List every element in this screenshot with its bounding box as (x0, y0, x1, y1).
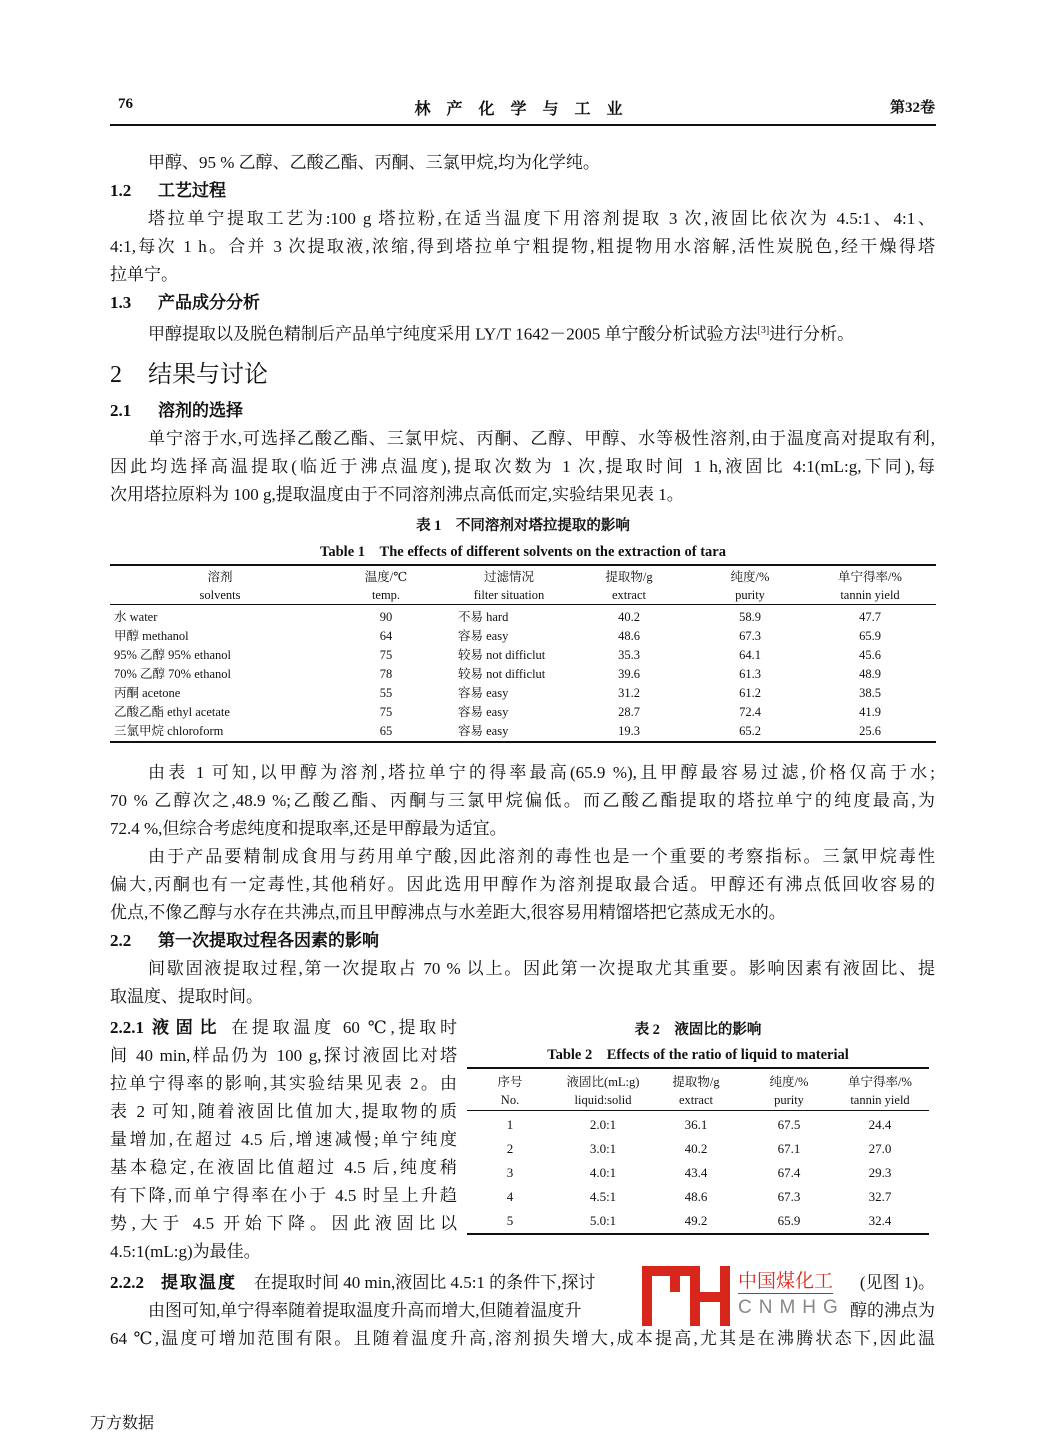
table-cell: 67.4 (777, 1165, 801, 1180)
paragraph-line: 优点,不像乙醇与水存在共沸点,而且甲醇沸点与水差距大,很容易用精馏塔把它蒸成无水的。 (110, 903, 786, 922)
paragraph-line: 由表 1 可知,以甲醇为溶剂,塔拉单宁的得率最高(65.9 %),且甲醇最容易过滤,价格仅高于水; (148, 763, 935, 782)
paragraph-line: 势,大于 4.5 开始下降。因此液固比以 (110, 1214, 457, 1233)
table-header-cell: 单宁得率/% (838, 570, 902, 584)
table-cell: 三氯甲烷 chloroform (114, 724, 224, 738)
table-cell: 不易 hard (458, 610, 509, 624)
table-header-cell: 液固比(mL:g) (566, 1075, 640, 1089)
table-cell: 29.3 (868, 1165, 892, 1180)
table-header-cell: tannin yield (850, 1093, 910, 1107)
table-header-cell: No. (500, 1093, 520, 1107)
table-cell: 48.6 (684, 1189, 708, 1204)
table-cell: 64.1 (739, 648, 761, 662)
watermark-en: CNMHG (738, 1297, 845, 1318)
table-cell: 容易 easy (458, 629, 509, 643)
table-cell: 19.3 (618, 724, 640, 738)
table-header-cell: extract (611, 588, 647, 602)
table-cell: 72.4 (739, 705, 761, 719)
text: 在提取时间 40 min,液固比 4.5:1 的条件下,探讨 (254, 1273, 596, 1292)
paragraph-line: 64 ℃,温度可增加范围有限。且随着温度升高,溶剂损失增大,成本提高,尤其是在沸腾状态下,因此温 (110, 1329, 935, 1348)
table-2-caption-en: Table 2 Effects of the ratio of liquid to material (547, 1047, 849, 1063)
paragraph-line: 单宁溶于水,可选择乙酸乙酯、三氯甲烷、丙酮、乙醇、甲醇、水等极性溶剂,由于温度高对提取有利, (148, 429, 935, 448)
table-header-cell: purity (774, 1093, 804, 1107)
paragraph-line: 70 % 乙醇次之,48.9 %;乙酸乙酯、丙酮与三氯甲烷偏低。而乙酸乙酯提取的塔拉单宁的纯度最高,为 (110, 791, 935, 810)
table-header-cell: filter situation (473, 588, 545, 602)
text: 在提取温度 60 ℃,提取时 (231, 1018, 457, 1037)
table-cell: 32.7 (868, 1189, 892, 1204)
volume-label: 第32卷 (889, 100, 935, 116)
table-cell: 27.0 (868, 1141, 892, 1156)
table-cell: 乙酸乙酯 ethyl acetate (114, 705, 230, 719)
table-header-cell: 单宁得率/% (848, 1075, 912, 1089)
heading-title: 第一次提取过程各因素的影响 (158, 931, 379, 950)
table-cell: 28.7 (618, 705, 640, 719)
table-cell: 丙酮 acetone (114, 686, 181, 700)
table-cell: 5.0:1 (589, 1213, 617, 1228)
paragraph-line: 间 40 min,样品仍为 100 g,探讨液固比对塔 (110, 1046, 457, 1065)
paragraph-line: 拉单宁得率的影响,其实验结果见表 2。由 (110, 1074, 457, 1093)
table-cell: 较易 not difficlut (458, 667, 546, 681)
table-cell: 2 (506, 1141, 514, 1156)
table-bottom-rule (110, 741, 936, 743)
table-cell: 容易 easy (458, 686, 509, 700)
table-header-cell: 纯度/% (730, 570, 770, 584)
table-cell: 容易 easy (458, 724, 509, 738)
section-2-2-1 (110, 1014, 457, 1266)
table-header-cell: purity (735, 588, 765, 602)
table-cell: 24.4 (868, 1117, 892, 1132)
section-heading-2-2 (110, 927, 935, 955)
table-cell: 95% 乙醇 95% ethanol (114, 648, 231, 662)
table-cell: 35.3 (618, 648, 640, 662)
discussion (110, 759, 935, 1011)
text: 进行分析。 (769, 324, 855, 344)
table-cell: 25.6 (859, 724, 881, 738)
table-cell: 43.4 (684, 1165, 708, 1180)
table-2 (467, 1016, 929, 1238)
table-cell: 61.3 (739, 667, 761, 681)
text: (见图 1)。 (859, 1273, 935, 1292)
table-cell: 55 (379, 686, 393, 700)
table-cell: 41.9 (859, 705, 881, 719)
table-cell: 70% 乙醇 70% ethanol (114, 667, 231, 681)
table-top-rule (467, 1067, 929, 1069)
table-cell: 40.2 (618, 610, 640, 624)
heading-title: 产品成分分析 (158, 293, 260, 312)
table-cell: 4.0:1 (589, 1165, 617, 1180)
journal-title: 林 产 化 学 与 工 业 (414, 101, 629, 118)
citation-ref[interactable]: [3] (757, 325, 770, 336)
page-number: 76 (118, 96, 133, 112)
table-header-cell: 序号 (497, 1075, 523, 1089)
table-bottom-rule (467, 1233, 929, 1235)
table-1-caption-cn: 表 1 不同溶剂对塔拉提取的影响 (416, 518, 630, 534)
paragraph-line (110, 1014, 457, 1042)
table-header-cell: temp. (371, 588, 401, 602)
section-heading-2 (110, 354, 268, 389)
heading-number: 2.2 (110, 931, 132, 950)
paragraph-line: 由于产品要精制成食用与药用单宁酸,因此溶剂的毒性也是一个重要的考察指标。三氯甲烷毒性 (148, 847, 935, 866)
table-cell: 78 (379, 667, 393, 681)
heading-number: 2 (110, 362, 122, 388)
heading-number: 2.2.1 (110, 1018, 144, 1037)
paragraph-line: 有下降,而单宁得率在小于 4.5 时呈上升趋 (110, 1186, 457, 1205)
section-heading-1-2 (110, 177, 935, 205)
heading-title: 溶剂的选择 (158, 401, 243, 420)
table-cell: 4 (506, 1189, 514, 1204)
heading-title: 提取温度 (161, 1273, 237, 1292)
paragraph-line: 因此均选择高温提取(临近于沸点温度),提取次数为 1 次,提取时间 1 h,液固比 4:1(mL:g,下同),每 (110, 457, 935, 476)
heading-title: 液固比 (151, 1018, 224, 1037)
text: 醇的沸点为 (850, 1301, 935, 1320)
table-header-cell: 温度/℃ (364, 570, 408, 584)
table-cell: 67.5 (777, 1117, 801, 1132)
heading-number: 1.2 (110, 181, 132, 200)
table-cell: 40.2 (684, 1141, 708, 1156)
table-header-cell: 提取物/g (605, 570, 653, 584)
heading-title: 工艺过程 (158, 181, 226, 200)
table-cell: 90 (379, 610, 393, 624)
table-cell: 容易 easy (458, 705, 509, 719)
heading-title: 结果与讨论 (148, 362, 268, 388)
section-2-1 (110, 397, 935, 509)
paragraph-line: 间歇固液提取过程,第一次提取占 70 % 以上。因此第一次提取尤其重要。影响因素有液固比、提 (148, 959, 935, 978)
table-header-cell: 溶剂 (207, 570, 233, 584)
table-header-rule (467, 1110, 929, 1111)
table-cell: 较易 not difficlut (458, 648, 546, 662)
heading-number: 2.2.2 (110, 1273, 144, 1292)
table-2-caption-cn: 表 2 液固比的影响 (634, 1022, 762, 1038)
table-header-cell: 纯度/% (769, 1075, 809, 1089)
table-cell: 45.6 (859, 648, 881, 662)
table-cell: 65.9 (859, 629, 881, 643)
paragraph-line: 4:1,每次 1 h。合并 3 次提取液,浓缩,得到塔拉单宁粗提物,粗提物用水溶解,活性炭脱色,经干燥得塔 (110, 237, 935, 256)
paragraph-line: 量增加,在超过 4.5 后,增速减慢;单宁纯度 (110, 1130, 457, 1149)
paragraph-line: 偏大,丙酮也有一定毒性,其他稍好。因此选用甲醇作为溶剂提取最合适。甲醇还有沸点低回收容易的 (110, 875, 935, 894)
heading-number: 1.3 (110, 293, 132, 312)
table-cell: 1 (506, 1117, 514, 1132)
table-header-cell: 提取物/g (672, 1075, 720, 1089)
header-rule (110, 124, 936, 126)
table-cell: 65.2 (739, 724, 761, 738)
table-cell: 5 (506, 1213, 514, 1228)
section-body (110, 149, 935, 345)
table-cell: 2.0:1 (589, 1117, 617, 1132)
table-cell: 75 (379, 705, 393, 719)
table-cell: 65.9 (777, 1213, 801, 1228)
paragraph-line: 4.5:1(mL:g)为最佳。 (110, 1242, 261, 1261)
table-cell: 47.7 (859, 610, 881, 624)
table-cell: 75 (379, 648, 393, 662)
table-cell: 甲醇 methanol (114, 629, 189, 643)
table-header-cell: tannin yield (840, 588, 900, 602)
table-1 (110, 512, 936, 747)
table-header-cell: liquid:solid (574, 1093, 632, 1107)
paragraph-line (110, 317, 935, 345)
paragraph-line: 取温度、提取时间。 (110, 987, 263, 1006)
table-cell: 67.3 (777, 1189, 801, 1204)
table-cell: 49.2 (684, 1213, 708, 1228)
paragraph-line: 基本稳定,在液固比值超过 4.5 后,纯度稍 (110, 1158, 457, 1177)
table-header-cell: extract (678, 1093, 714, 1107)
table-header-cell: solvents (199, 588, 241, 602)
paragraph-line: 次用塔拉原料为 100 g,提取温度由于不同溶剂沸点高低而定,实验结果见表 1。 (110, 485, 684, 504)
table-cell: 67.1 (777, 1141, 801, 1156)
paragraph-line: 塔拉单宁提取工艺为:100 g 塔拉粉,在适当温度下用溶剂提取 3 次,液固比依次为 4.5:1、4:1、 (148, 209, 935, 228)
table-cell: 31.2 (618, 686, 640, 700)
table-cell: 58.9 (739, 610, 761, 624)
watermark-logo (640, 1264, 940, 1328)
paragraph-line: 甲醇、95 % 乙醇、乙酸乙酯、丙酮、三氯甲烷,均为化学纯。 (148, 153, 600, 172)
table-cell: 水 water (114, 610, 158, 624)
table-cell: 4.5:1 (589, 1189, 617, 1204)
watermark-cn: 中国煤化工 (738, 1266, 833, 1294)
cnmhg-logo-mark (640, 1264, 732, 1326)
table-cell: 67.3 (739, 629, 761, 643)
paragraph-line: 表 2 可知,随着液固比值加大,提取物的质 (110, 1102, 457, 1121)
table-cell: 3 (506, 1165, 514, 1180)
table-cell: 3.0:1 (589, 1141, 617, 1156)
table-cell: 48.6 (618, 629, 640, 643)
table-header-cell: 过滤情况 (483, 570, 535, 584)
table-cell: 38.5 (859, 686, 881, 700)
table-cell: 36.1 (684, 1117, 708, 1132)
table-1-caption-en: Table 1 The effects of different solvents on the extraction of tara (320, 544, 726, 560)
section-heading-1-3 (110, 289, 935, 317)
paragraph-line: 拉单宁。 (110, 265, 178, 284)
text: 由图可知,单宁得率随着提取温度升高而增大,但随着温度升 (148, 1301, 582, 1320)
table-top-rule (110, 564, 936, 566)
table-cell: 64 (379, 629, 393, 643)
text: 甲醇提取以及脱色精制后产品单宁纯度采用 LY/T 1642－2005 单宁酸分析试验方法 (148, 324, 758, 344)
table-cell: 32.4 (868, 1213, 892, 1228)
paragraph-line: 72.4 %,但综合考虑纯度和提取率,还是甲醇最为适宜。 (110, 819, 507, 838)
table-cell: 48.9 (859, 667, 881, 681)
table-cell: 65 (379, 724, 393, 738)
table-cell: 39.6 (618, 667, 640, 681)
footer-source: 万方数据 (90, 1415, 155, 1432)
table-cell: 61.2 (739, 686, 761, 700)
heading-number: 2.1 (110, 401, 132, 420)
section-heading-2-1 (110, 397, 935, 425)
